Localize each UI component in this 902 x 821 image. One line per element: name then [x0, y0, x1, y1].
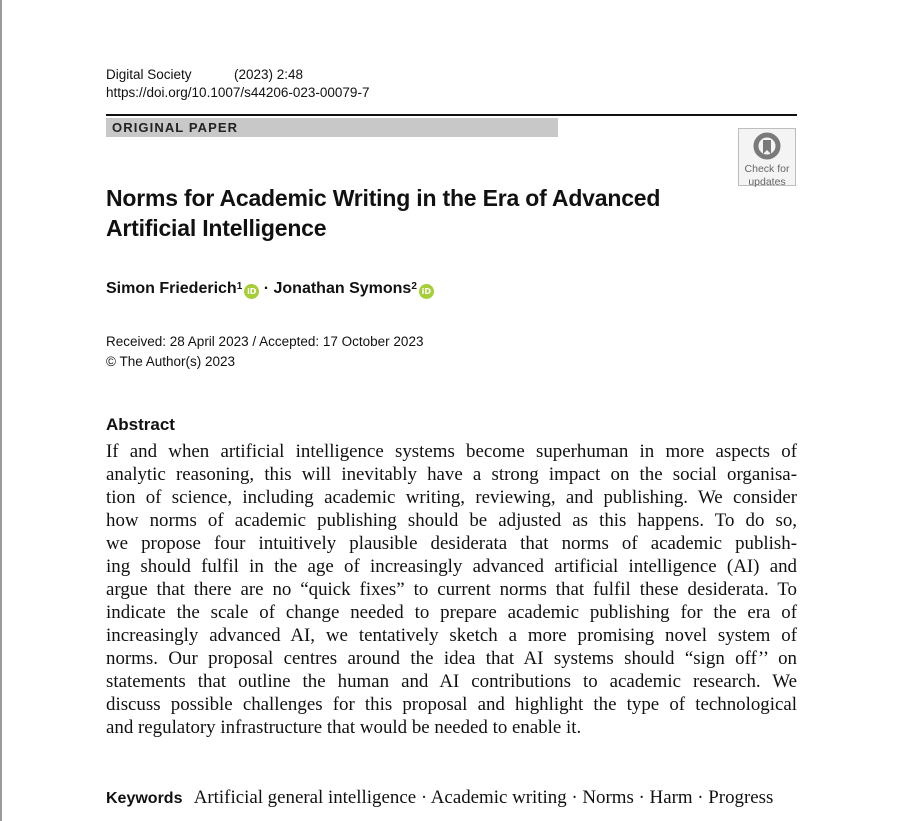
journal-volume: (2023) 2:48	[234, 67, 304, 82]
abstract-line: how norms of academic publishing should be adjusted as this happens. To do so,	[106, 510, 797, 531]
keywords-heading: Keywords	[106, 790, 183, 807]
abstract-line: we propose four intuitively plausible desiderata that norms of academic publish-	[106, 533, 797, 554]
abstract-line: statements that outline the human and AI contributions to academic research. We	[106, 671, 797, 692]
check-for-updates-line1: Check for	[744, 163, 790, 175]
author-name[interactable]: Simon Friederich	[106, 280, 237, 297]
article-title	[106, 183, 706, 243]
author-separator: ·	[263, 280, 270, 297]
orcid-icon[interactable]: iD	[419, 284, 434, 299]
abstract-line: analytic reasoning, this will inevitably have a strong impact on the social organisa-	[106, 464, 797, 485]
author-affiliation: 2	[411, 281, 417, 292]
check-for-updates-line2: updates	[748, 176, 786, 188]
abstract-line: and regulatory infrastructure that would be needed to enable it.	[106, 717, 582, 738]
abstract-body	[106, 440, 797, 739]
header-rule	[106, 114, 797, 116]
author-name[interactable]: Jonathan Symons	[273, 280, 412, 297]
abstract-line: norms. Our proposal centres around the idea that AI systems should “sign off’’ on	[106, 648, 797, 669]
doi-link[interactable]: https://doi.org/10.1007/s44206-023-00079-7	[106, 85, 370, 100]
abstract-line: tion of science, including academic writing, reviewing, and publishing. We consider	[106, 487, 797, 508]
article-dates	[106, 332, 423, 372]
journal-header	[106, 66, 369, 102]
abstract-line: ing should fulfil in the age of increasingly advanced artificial intelligence (AI) and	[106, 556, 797, 577]
orcid-icon[interactable]: iD	[244, 284, 259, 299]
abstract-line: discuss possible challenges for this proposal and highlight the type of technological	[106, 694, 797, 715]
journal-name: Digital Society	[106, 67, 192, 82]
title-line-1: Norms for Academic Writing in the Era of Advanced	[106, 185, 661, 211]
abstract-line: indicate the scale of change needed to prepare academic publishing for the era of	[106, 602, 797, 623]
page-left-border	[0, 0, 2, 821]
check-for-updates-badge[interactable]	[738, 128, 796, 186]
author-affiliation: 1	[236, 281, 243, 292]
keywords-list: Artificial general intelligence · Academic writing · Norms · Harm · Progress	[193, 787, 774, 808]
received-accepted-dates: Received: 28 April 2023 / Accepted: 17 October 2023	[106, 334, 424, 349]
abstract-line: If and when artificial intelligence systems become superhuman in more aspects of	[106, 441, 797, 462]
abstract-heading: Abstract	[106, 415, 175, 434]
article-type-band: ORIGINAL PAPER	[106, 118, 558, 137]
abstract-line: argue that there are no “quick fixes” to current norms that fulfil these desiderata. To	[106, 579, 797, 600]
title-line-2: Artificial Intelligence	[106, 215, 327, 241]
check-for-updates-icon	[750, 132, 784, 162]
author-list	[106, 278, 434, 300]
keywords-row	[106, 786, 797, 810]
copyright-notice: © The Author(s) 2023	[106, 354, 236, 369]
abstract-line: increasingly advanced AI, we tentatively sketch a more promising novel system of	[106, 625, 797, 646]
